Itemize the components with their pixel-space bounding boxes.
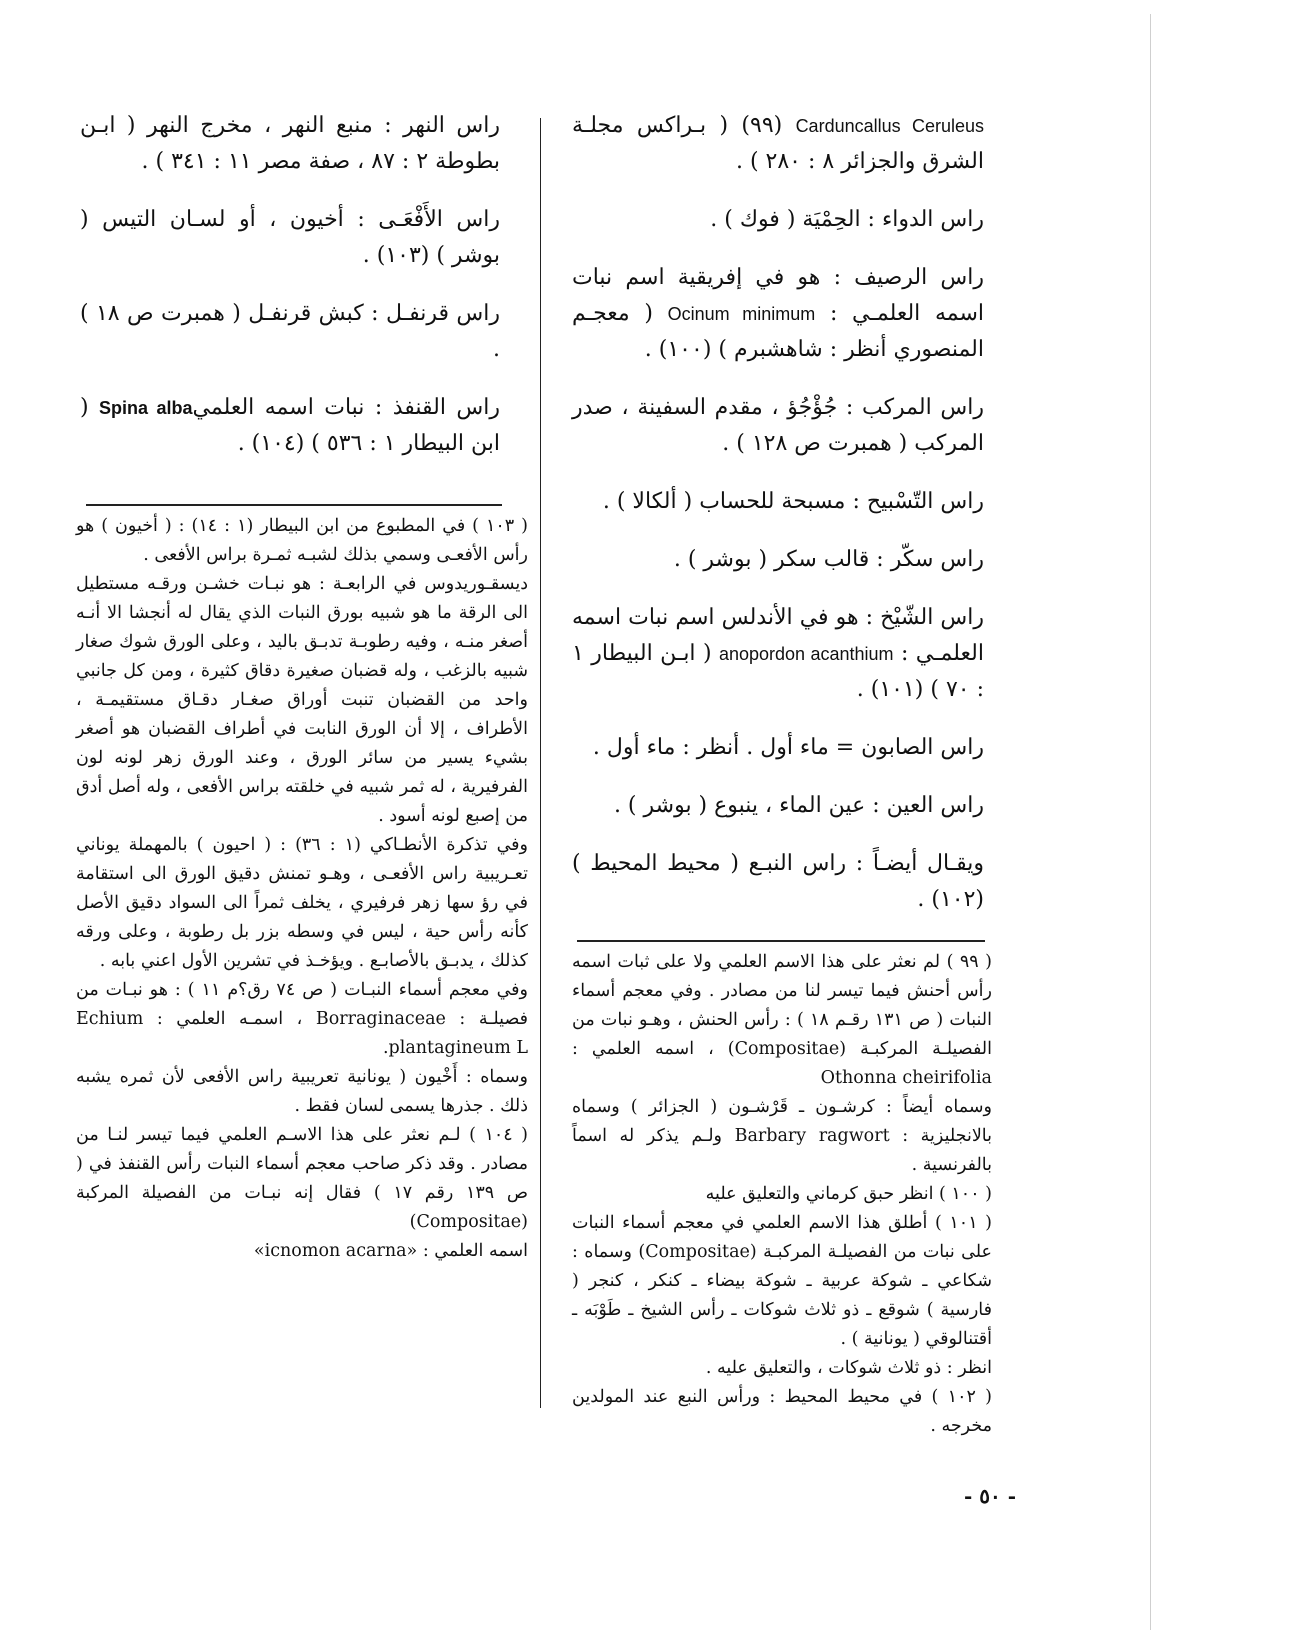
footnote-103-cont: وسماه : أَخْيون ( يونانية تعريبية راس الأفعى لأن ثمره يشبه ذلك . جذرها يسمى لسان فقط . xyxy=(76,1067,528,1116)
entry-ras-qaranful: راس قرنفـل : كبش قرنفـل ( همبرت ص ١٨ ) . xyxy=(80,301,500,362)
footnote-103-dioscorides: ديسقـوريدوس في الرابعـة : هو نبـات خشـن ورقـه مستطيل الى الرقة ما هو شبيه بورق النبات الذي يقال له أنجشا الا أنـه أصغر منـه ، وفيه رطوبـة تدبـق باليد ، وعلى الورق شوك صغار شبيه بالزغب ، وله قضبان صغيرة دقاق كثيرة ، ومن كل جانبي واحد من القضبان تنبت أوراق صغـار دقـاق مستقيمـة ، الأطراف ، إلا أن الورق النابت في أطراف القضبان هو أصغر بشيء يسير من سائر الورق ، وعند الورق زهر لونه لون الفرفيرية ، له ثمر شبيه في خلقته براس الأفعى ، وله أصل أدق من إصبع لونه أسود . xyxy=(76,574,528,826)
footnote-104-cont: اسمه العلمي : «icnomon acarna» xyxy=(253,1241,528,1261)
page-number: - ٥٠ - xyxy=(963,1484,1016,1508)
scan-edge-line xyxy=(1150,14,1151,1630)
left-column xyxy=(80,108,500,484)
entry-carduncallus xyxy=(572,108,984,180)
column-divider xyxy=(540,118,541,1408)
footnote-101-cont: انظر : ذو ثلاث شوكات ، والتعليق عليه . xyxy=(705,1358,992,1378)
footnote-103-antaki: وفي تذكرة الأنطـاكي (١ : ٣٦) : ( احيون ) بالمهملة يوناني تعـريبية راس الأفعـى ، وهـو تمنش دقيق الورق الى استقامة في رؤ سها زهر فرفيري ، يخلف ثمراً الى السواد دقيق الأصل كأنه رأس حية ، ليس في وسطه بزر بل رطوبة ، وعلى ورقه كذلك ، يدبـق بالأصابـع . ويؤخـذ في تشرين الأول اعني بابه . xyxy=(76,835,528,971)
entry-text: راس الشّيْخ : هو في الأندلس اسم نبات اسمه العلمـي : xyxy=(572,605,984,666)
entry-text: راس الرصيف : هو في إفريقية اسم نبات اسمه العلمـي : xyxy=(572,265,984,326)
entry-ras-alqunfudh xyxy=(80,390,500,462)
footnote-rule-left xyxy=(86,504,502,506)
entry-ras-alsabun: راس الصابون = ماء أول . أنظر : ماء أول . xyxy=(592,735,984,760)
footnotes-right xyxy=(572,948,992,1441)
latin-name: Ocinum minimum xyxy=(667,304,816,324)
footnote-103-mujam: وفي معجم أسماء النبـات ( ص ٧٤ رق؟م ١١ ) : هو نبـات من فصيلـة : Borraginaceae ، اسمـه العلمي : Echium plantagineum L. xyxy=(76,980,528,1058)
footnote-103: ( ١٠٣ ) في المطبوع من ابن البيطار (١ : ١٤) : ( أخيون ) هو رأس الأفعـى وسمي بذلك لشبـه ثمـرة براس الأفعى . xyxy=(76,516,528,565)
latin-name: anopordon acanthium xyxy=(718,644,894,664)
entry-ras-alshaykh xyxy=(572,600,984,708)
entry-text-tail: ( ابن البيطار ١ : ٥٣٦ ) (١٠٤) . xyxy=(80,395,500,456)
entry-ras-alayn: راس العين : عين الماء ، ينبوع ( بوشر ) . xyxy=(613,793,984,818)
footnote-rule-right xyxy=(577,940,985,942)
entry-text-tail: ( ابـن البيطار ١ : ٧٠ ) (١٠١) . xyxy=(572,641,984,702)
entry-text: (٩٩) ( بـراكس مجلـة الشرق والجزائر ٨ : ٢٨٠ ) . xyxy=(572,113,984,174)
entry-ras-almarkab: راس المركب : جُؤْجُؤ ، مقدم السفينة ، صدر المركب ( همبرت ص ١٢٨ ) . xyxy=(572,395,984,456)
entry-text: راس القنفذ : نبات اسمه العلمي xyxy=(192,395,501,420)
entry-ras-aldawa: راس الدواء : الحِمْيَة ( فوك ) . xyxy=(710,207,984,232)
latin-name: Spina alba xyxy=(99,398,193,418)
footnote-100: ( ١٠٠ ) انظر حبق كرماني والتعليق عليه xyxy=(705,1184,992,1204)
footnote-104: ( ١٠٤ ) لـم نعثر على هذا الاسـم العلمي فيما تيسر لنـا من مصادر . وقد ذكر صاحب معجم أسماء النبات رأس القنفذ في ( ص ١٣٩ رقم ١٧ ) فقال إنه نبـات من الفصيلة المركبة (Compositae) xyxy=(76,1125,528,1232)
entry-ras-alafa: راس الأَفْعَـى : أخيون ، أو لسـان التيس ( بوشر ) (١٠٣) . xyxy=(80,207,500,268)
entry-ras-sukkar: راس سكّر : قالب سكر ( بوشر ) . xyxy=(673,547,984,572)
footnote-101: ( ١٠١ ) أطلق هذا الاسم العلمي في معجم أسماء النبات على نبات من الفصيلـة المركبـة (Compositae) وسماه : شكاعي ـ شوكة عربية ـ شوكة بيضاء ـ كنكر ، كنجر ( فارسية ) شوقع ـ ذو ثلاث شوكات ـ رأس الشيخ ـ طَوْبَه ـ أقتنالوقي ( يونانية ) . xyxy=(572,1213,993,1349)
right-column xyxy=(572,108,984,940)
latin-name: Carduncallus Ceruleus xyxy=(795,116,984,136)
footnote-99: ( ٩٩ ) لم نعثر على هذا الاسم العلمي ولا على ثبات اسمه رأس أحنش فيما تيسر لنا من مصادر . وفي معجم أسماء النبات ( ص ١٣١ رقـم ١٨ ) : رأس الحنش ، وهـو نبات من الفصيلـة المركبـة (Compositae) ، اسمه العلمي : Othonna cheirifolia xyxy=(572,952,993,1088)
entry-ras-alrasif xyxy=(572,260,984,368)
entry-text-tail: ( معجـم المنصوري أنظر : شاهشبرم ) (١٠٠) . xyxy=(572,301,984,362)
entry-ras-alnahr: راس النهر : منبع النهر ، مخرج النهر ( ابـن بطوطة ٢ : ٨٧ ، صفة مصر ١١ : ٣٤١ ) . xyxy=(80,113,500,174)
footnote-102: ( ١٠٢ ) في محيط المحيط : ورأس النبع عند المولدين مخرجه . xyxy=(572,1387,993,1436)
entry-ras-alnab: ويقـال أيضـاً : راس النبـع ( محيط المحيط ) (١٠٢) . xyxy=(572,851,984,912)
footnotes-left xyxy=(76,512,528,1266)
entry-ras-altasbih: راس التّسْبيح : مسبحة للحساب ( ألكالا ) . xyxy=(602,489,984,514)
footnote-99-cont: وسماه أيضاً : كرشـون ـ قَرْشـون ( الجزائر ) وسماه بالانجليزية : Barbary ragwort ولـم يذكر له اسماً بالفرنسية . xyxy=(572,1097,992,1175)
